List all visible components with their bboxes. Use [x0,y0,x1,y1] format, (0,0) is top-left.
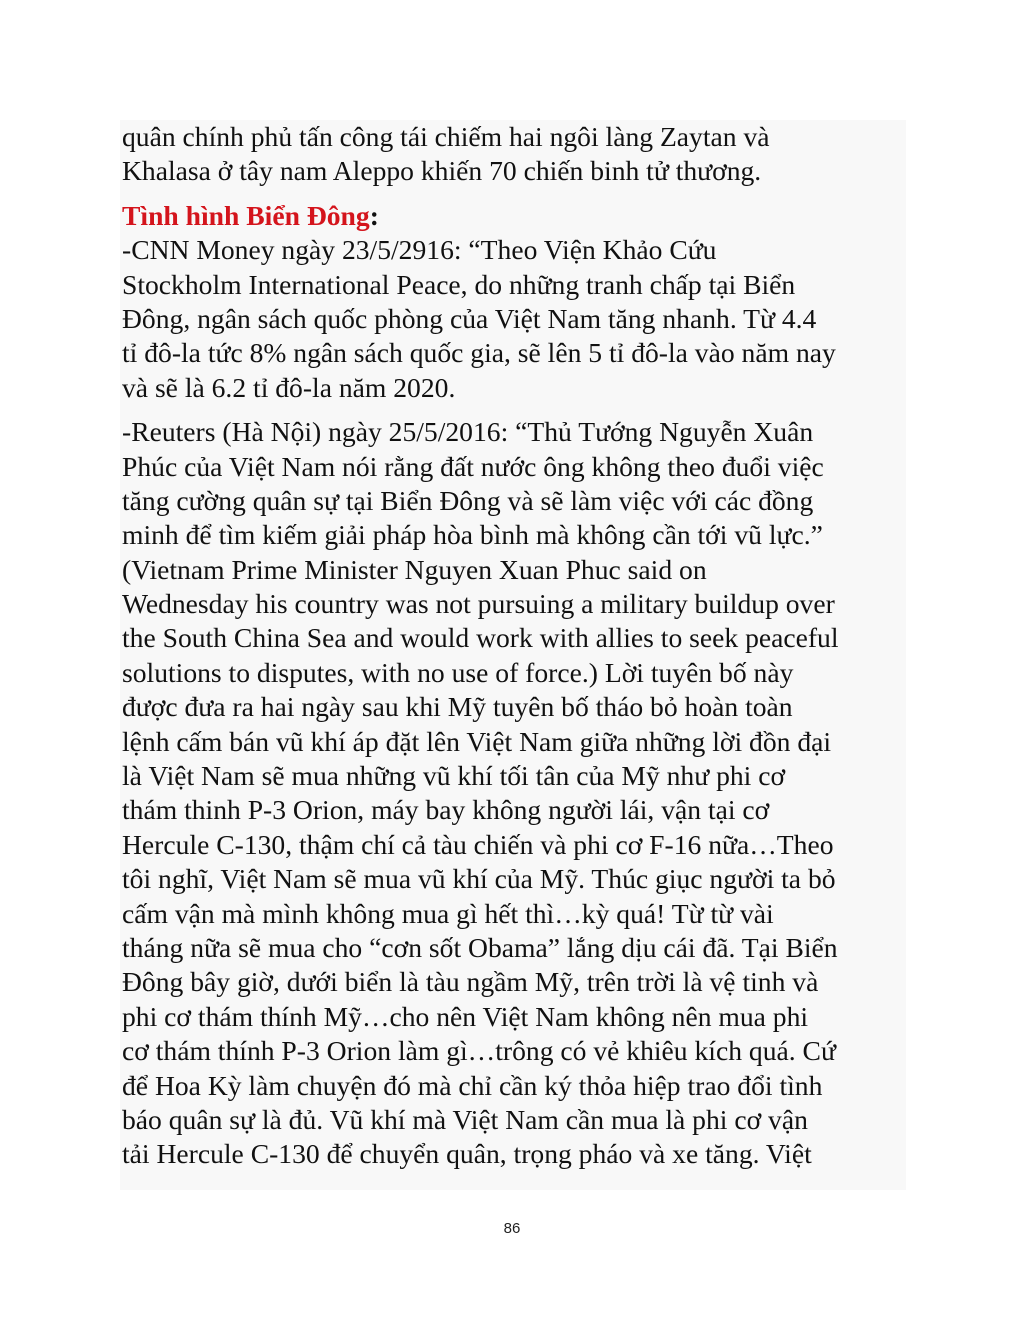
text-line: (Vietnam Prime Minister Nguyen Xuan Phuc said on [122,553,707,585]
text-line: Stockholm International Peace, do những tranh chấp tại Biển [122,268,796,300]
paragraph-spacer [122,405,906,415]
document-text-block [120,120,906,1190]
text-line: Wednesday his country was not pursuing a military buildup over [122,588,835,620]
text-line: Khalasa ở tây nam Aleppo khiến 70 chiến binh tử thương. [122,155,762,187]
section-heading-colon: : [369,199,379,231]
text-line: tăng cường quân sự tại Biển Đông và sẽ làm việc với các đồng [122,484,814,516]
text-line: cấm vận mà mình không mua gì hết thì…kỳ quá! Từ từ vài [122,897,774,929]
page-number: 86 [503,1220,521,1237]
text-line: thám thinh P-3 Orion, máy bay không người lái, vận tại cơ [122,794,770,826]
paragraph-3 [122,415,906,1172]
text-line: và sẽ là 6.2 tỉ đô-la năm 2020. [122,371,456,403]
paragraph-spacer [122,189,906,199]
paragraph-2 [122,233,906,405]
text-line: tỉ đô-la tức 8% ngân sách quốc gia, sẽ lên 5 tỉ đô-la vào năm nay [122,337,836,369]
text-line: phi cơ thám thính Mỹ…cho nên Việt Nam không nên mua phi [122,1000,809,1032]
text-line: -CNN Money ngày 23/5/2916: “Theo Viện Khảo Cứu [122,234,717,266]
text-line: the South China Sea and would work with allies to seek peaceful [122,622,839,654]
text-line: tháng nữa sẽ mua cho “cơn sốt Obama” lắng dịu cái đã. Tại Biển [122,931,838,963]
section-heading-text: Tình hình Biển Đông [122,199,370,231]
text-line: solutions to disputes, with no use of force.) Lời tuyên bố này [122,656,794,688]
text-line: minh để tìm kiếm giải pháp hòa bình mà không cần tới vũ lực.” [122,519,823,551]
text-line: quân chính phủ tấn công tái chiếm hai ngôi làng Zaytan và [122,121,770,152]
text-line: Đông bây giờ, dưới biển là tàu ngầm Mỹ, trên trời là vệ tinh và [122,966,819,998]
paragraph-1 [122,120,906,189]
text-line: lệnh cấm bán vũ khí áp đặt lên Việt Nam giữa những lời đồn đại [122,725,832,757]
text-line: để Hoa Kỳ làm chuyện đó mà chỉ cần ký thỏa hiệp trao đổi tình [122,1069,823,1101]
text-line: Đông, ngân sách quốc phòng của Việt Nam tăng nhanh. Từ 4.4 [122,302,817,334]
text-line: tôi nghĩ, Việt Nam sẽ mua vũ khí của Mỹ. Thúc giục người ta bỏ [122,863,836,895]
text-line: tải Hercule C-130 để chuyển quân, trọng pháo và xe tăng. Việt [122,1138,812,1170]
text-line: cơ thám thính P-3 Orion làm gì…trông có vẻ khiêu kích quá. Cứ [122,1035,836,1067]
section-heading [122,199,906,233]
text-line: Phúc của Việt Nam nói rằng đất nước ông không theo đuổi việc [122,450,824,482]
text-line: được đưa ra hai ngày sau khi Mỹ tuyên bố tháo bỏ hoàn toàn [122,691,793,723]
text-line: -Reuters (Hà Nội) ngày 25/5/2016: “Thủ Tướng Nguyễn Xuân [122,416,814,448]
text-line: Hercule C-130, thậm chí cả tàu chiến và phi cơ F-16 nữa…Theo [122,828,834,860]
text-line: báo quân sự là đủ. Vũ khí mà Việt Nam cần mua là phi cơ vận [122,1103,808,1135]
text-line: là Việt Nam sẽ mua những vũ khí tối tân của Mỹ như phi cơ [122,760,786,792]
